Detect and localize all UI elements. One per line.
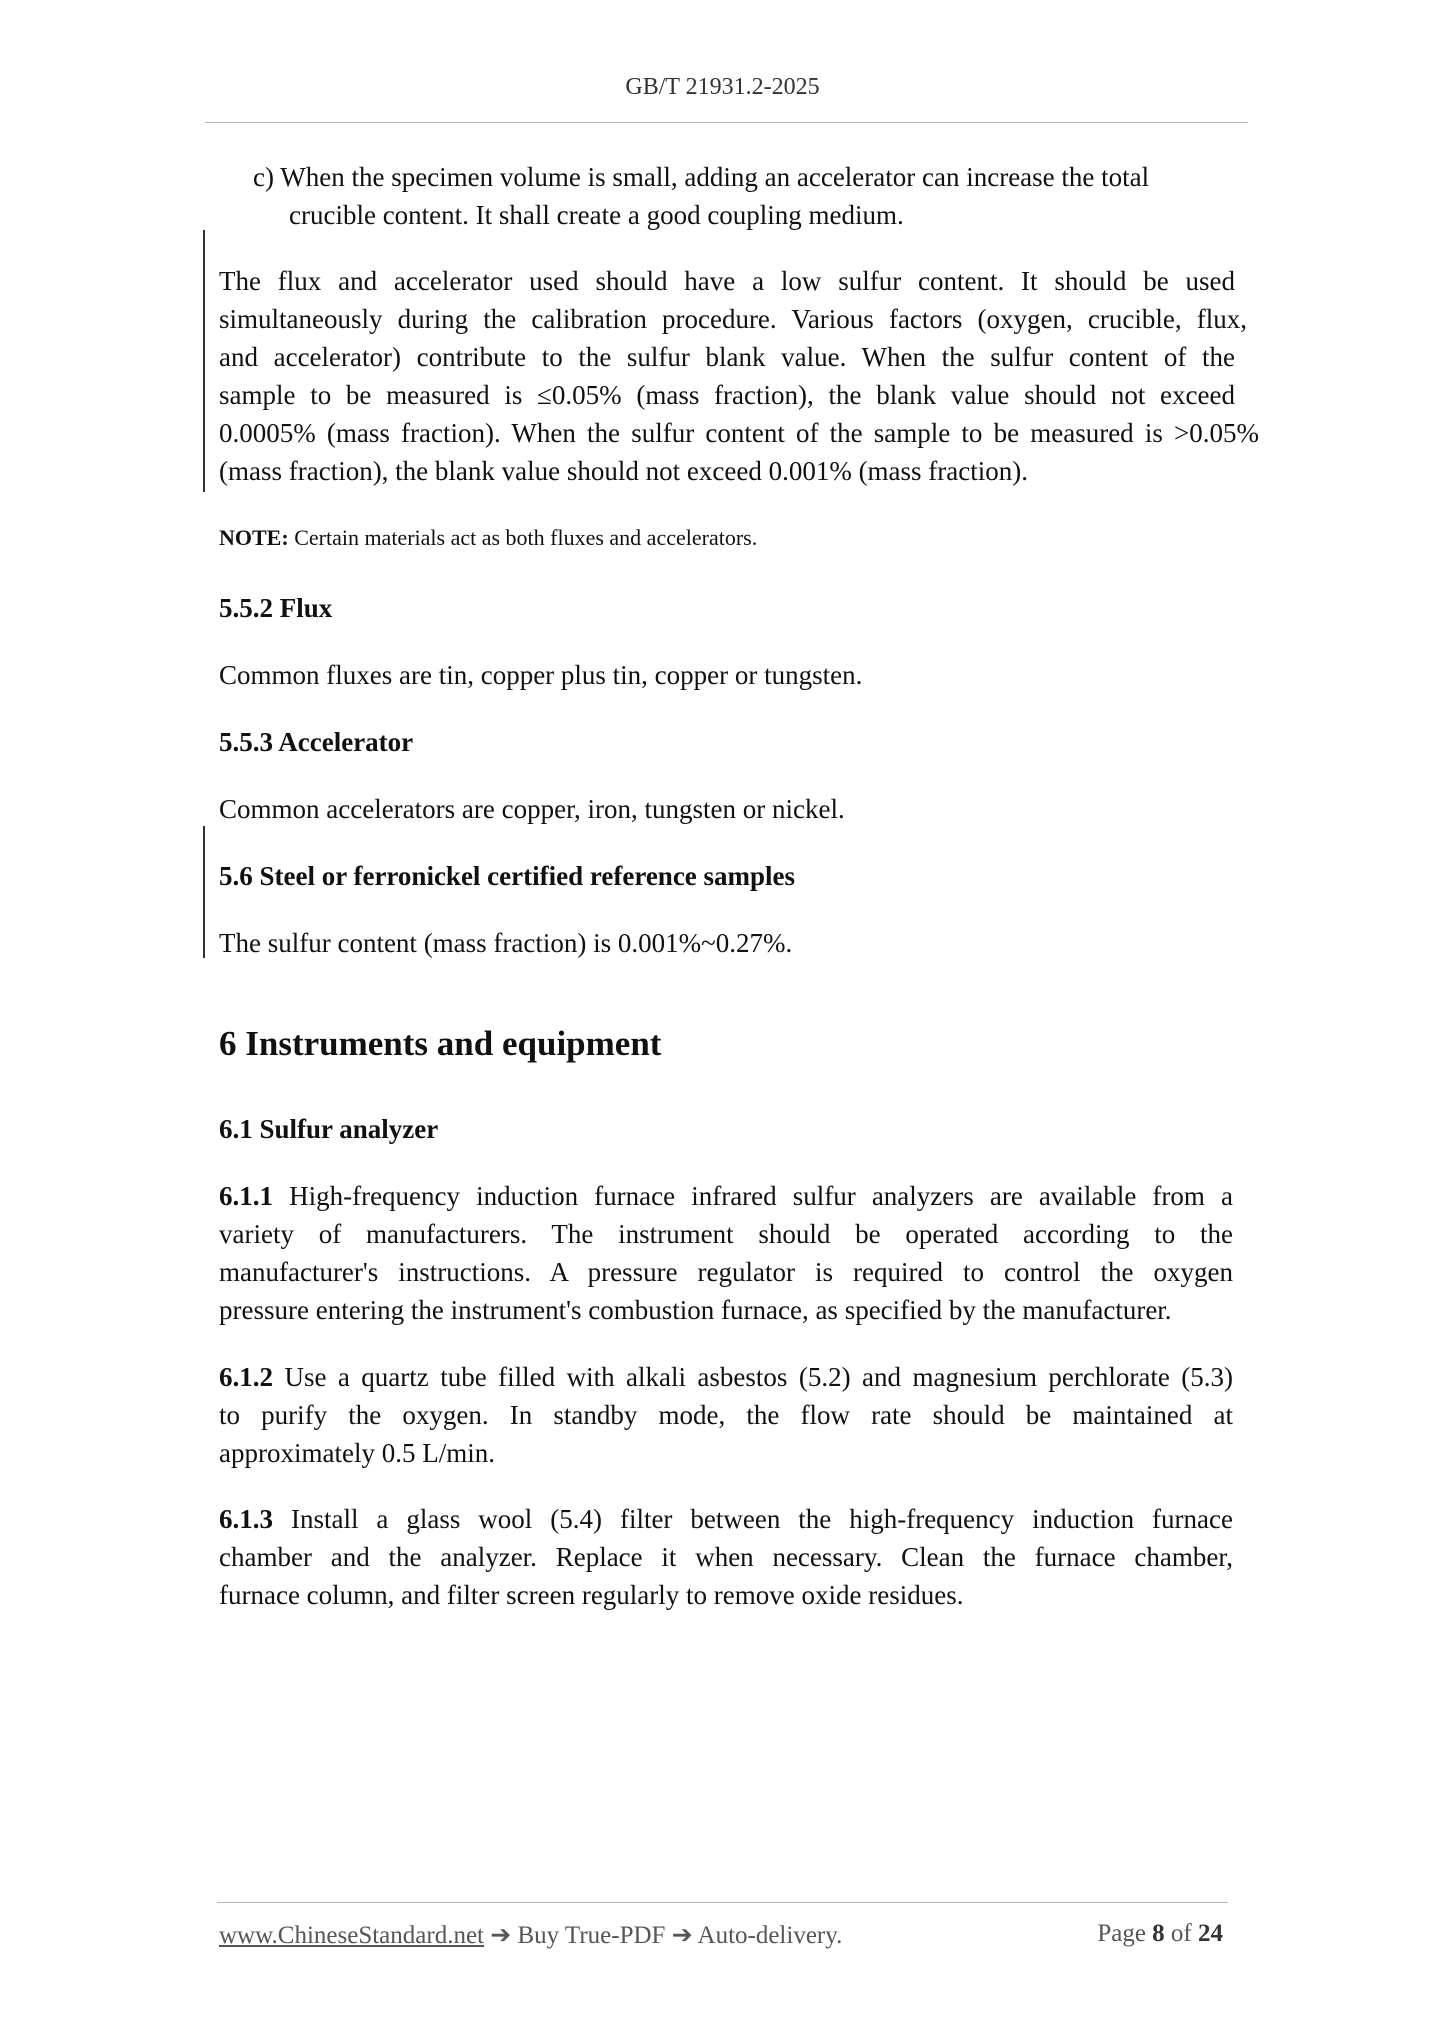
clause-line (219, 1358, 1233, 1396)
clause-6-1-1 (219, 1177, 1233, 1329)
clause-line: pressure entering the instrument's combustion furnace, as specified by the manufacturer. (219, 1295, 1172, 1325)
section-text-5-5-3: Common accelerators are copper, iron, tungsten or nickel. (219, 794, 845, 824)
of-label: of (1164, 1920, 1198, 1947)
auto-delivery-text: Auto-delivery. (697, 1922, 843, 1949)
clause-number: 6.1.2 (219, 1362, 273, 1392)
footer-divider (217, 1902, 1228, 1903)
clause-line: variety of manufacturers. The instrument should be operated according to the (219, 1219, 1233, 1249)
revision-bar (203, 230, 205, 492)
section-text-5-6: The sulfur content (mass fraction) is 0.001%~0.27%. (219, 928, 793, 958)
page-counter (1097, 1920, 1223, 1948)
list-item-c-line1: c) When the specimen volume is small, adding an accelerator can increase the total (253, 162, 1150, 192)
clause-number: 6.1.1 (219, 1181, 273, 1211)
clause-text: High-frequency induction furnace infrared sulfur analyzers are available from a (273, 1181, 1233, 1211)
list-item-c (253, 158, 1233, 234)
clause-line: furnace column, and filter screen regularly to remove oxide residues. (219, 1580, 964, 1610)
clause-6-1-3 (219, 1500, 1233, 1614)
header-divider (205, 122, 1248, 123)
list-item-c-line2: crucible content. It shall create a good coupling medium. (289, 200, 904, 230)
clause-line: to purify the oxygen. In standby mode, the flow rate should be maintained at (219, 1400, 1233, 1430)
clause-line (219, 1500, 1233, 1538)
clause-line (219, 1177, 1233, 1215)
note-text: Certain materials act as both fluxes and accelerators. (288, 525, 758, 550)
section-heading-5-5-3: 5.5.3 Accelerator (219, 727, 414, 757)
paragraph-line: simultaneously during the calibration procedure. Various factors (oxygen, crucible, flux, (219, 304, 1247, 334)
section-heading-5-6: 5.6 Steel or ferronickel certified reference samples (219, 861, 796, 891)
paragraph-line: The flux and accelerator used should have a low sulfur content. It should be used (219, 266, 1235, 296)
chapter-heading-6: 6 Instruments and equipment (219, 1024, 662, 1063)
section-heading-6-1: 6.1 Sulfur analyzer (219, 1114, 439, 1144)
website-link[interactable]: www.ChineseStandard.net (219, 1922, 484, 1949)
clause-6-1-2 (219, 1358, 1233, 1472)
clause-number: 6.1.3 (219, 1504, 273, 1534)
paragraph-line: 0.0005% (mass fraction). When the sulfur content of the sample to be measured is >0.05% (219, 418, 1259, 448)
section-heading-5-5-2: 5.5.2 Flux (219, 593, 333, 623)
revision-bar (203, 826, 205, 958)
arrow-icon: ➔ (665, 1922, 698, 1949)
paragraph-line: (mass fraction), the blank value should not exceed 0.001% (mass fraction). (219, 456, 1028, 486)
clause-line: chamber and the analyzer. Replace it when necessary. Clean the furnace chamber, (219, 1542, 1233, 1572)
running-header: GB/T 21931.2-2025 (625, 74, 820, 100)
clause-text: Install a glass wool (5.4) filter between the high-frequency induction furnace (273, 1504, 1233, 1534)
paragraph-flux-accelerator (219, 262, 1259, 490)
page-number: 8 (1152, 1920, 1165, 1947)
clause-line: manufacturer's instructions. A pressure regulator is required to control the oxygen (219, 1257, 1233, 1287)
arrow-icon: ➔ (484, 1922, 518, 1949)
page-label: Page (1097, 1920, 1153, 1947)
note-label: NOTE: (219, 525, 289, 550)
paragraph-line: sample to be measured is ≤0.05% (mass fraction), the blank value should not exceed (219, 380, 1235, 410)
section-text-5-5-2: Common fluxes are tin, copper plus tin, copper or tungsten. (219, 660, 863, 690)
clause-text: Use a quartz tube filled with alkali asbestos (5.2) and magnesium perchlorate (5.3) (273, 1362, 1233, 1392)
page-total: 24 (1198, 1920, 1223, 1947)
clause-line: approximately 0.5 L/min. (219, 1438, 495, 1468)
buy-true-pdf-text: Buy True-PDF (517, 1922, 666, 1949)
paragraph-line: and accelerator) contribute to the sulfur blank value. When the sulfur content of the (219, 342, 1235, 372)
footer-promo (219, 1920, 842, 1950)
note (219, 523, 1233, 553)
